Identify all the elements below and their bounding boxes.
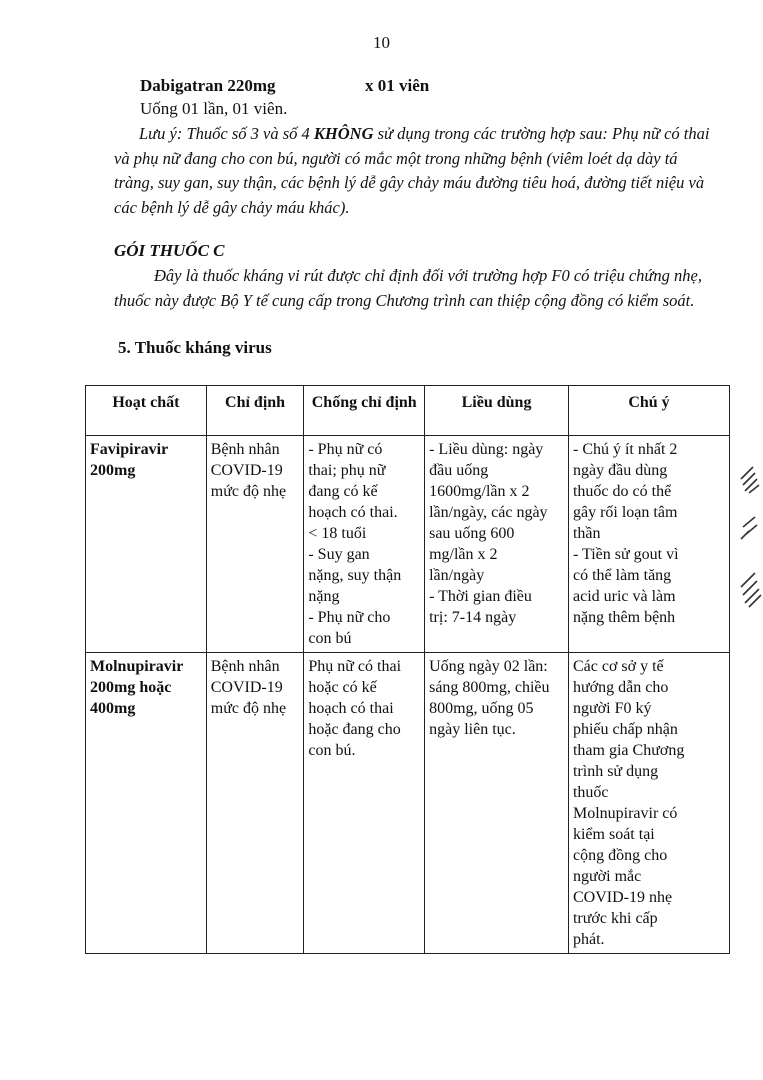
cell-line: COVID-19 [210, 679, 283, 696]
header-contraindication: Chống chỉ định [304, 386, 425, 436]
cell-line: 1600mg/lần x 2 [429, 483, 530, 500]
antiviral-table [85, 385, 730, 954]
cell-indication [206, 653, 304, 954]
header-indication: Chỉ định [206, 386, 304, 436]
cell-line: < 18 tuổi [308, 525, 367, 542]
cell-line: Phụ nữ có thai [308, 658, 402, 675]
cell-line: cộng đồng cho [572, 847, 668, 864]
cell-line: 800mg, uống 05 [429, 700, 534, 717]
cell-line: hoặc đang cho [308, 721, 401, 738]
cell-active-ingredient [86, 436, 207, 653]
cell-line: COVID-19 [210, 462, 283, 479]
cell-line: Bệnh nhân [210, 441, 280, 458]
table-header-row [86, 386, 730, 436]
cell-line: con bú. [308, 742, 356, 759]
cell-line: Molnupiravir [90, 658, 184, 675]
cell-line: kiểm soát tại [572, 826, 655, 843]
cell-line: 200mg [90, 462, 136, 479]
note-emphasis: KHÔNG [313, 124, 374, 143]
warning-note [114, 122, 714, 220]
cell-dosage [425, 653, 569, 954]
cell-line: - Thời gian điều [429, 588, 532, 605]
cell-line: lần/ngày [429, 567, 485, 584]
cell-note [568, 653, 729, 954]
cell-line: thuốc do có thể [572, 483, 672, 500]
drug-name: Dabigatran 220mg [140, 76, 276, 95]
cell-line: Bệnh nhân [210, 658, 280, 675]
drug-line [140, 76, 430, 96]
note-prefix: Lưu ý: Thuốc số 3 và số 4 [139, 124, 314, 143]
cell-line: gây rối loạn tâm [572, 504, 678, 521]
cell-line: sau uống 600 [429, 525, 515, 542]
cell-line: lần/ngày, các ngày [429, 504, 548, 521]
table-row [86, 436, 730, 653]
cell-line: nặng, suy thận [308, 567, 402, 584]
cell-line: Molnupiravir có [572, 805, 678, 822]
cell-line: phát. [572, 931, 605, 948]
cell-line: tham gia Chương [572, 742, 685, 759]
cell-line: mức độ nhẹ [210, 483, 287, 500]
cell-line: ngày liên tục. [429, 721, 516, 738]
header-active-ingredient: Hoạt chất [86, 386, 207, 436]
cell-line: sáng 800mg, chiều [429, 679, 550, 696]
header-note: Chú ý [568, 386, 729, 436]
cell-line: đang có kế [308, 483, 378, 500]
cell-line: - Tiền sử gout vì [572, 546, 679, 563]
cell-line: mg/lần x 2 [429, 546, 498, 563]
cell-line: thuốc [572, 784, 609, 801]
cell-line: hoặc có kế [308, 679, 377, 696]
dose-instruction: Uống 01 lần, 01 viên. [140, 99, 288, 118]
cell-line: 200mg hoặc [90, 679, 172, 696]
cell-line: nặng thêm bệnh [572, 609, 676, 626]
cell-line: - Suy gan [308, 546, 370, 563]
cell-line: acid uric và làm [572, 588, 676, 605]
cell-line: hoạch có thai. [308, 504, 398, 521]
section-title: 5. Thuốc kháng virus [118, 338, 272, 357]
cell-line: con bú [308, 630, 352, 647]
cell-line: Uống ngày 02 lần: [429, 658, 548, 675]
cell-contraindication [304, 653, 425, 954]
cell-line: mức độ nhẹ [210, 700, 287, 717]
cell-line: người F0 ký [572, 700, 652, 717]
cell-active-ingredient [86, 653, 207, 954]
cell-line: trị: 7-14 ngày [429, 609, 517, 626]
cell-line: trình sử dụng [572, 763, 659, 780]
cell-line: đầu uống [429, 462, 489, 479]
cell-contraindication [304, 436, 425, 653]
cell-line: - Phụ nữ có [308, 441, 383, 458]
cell-line: người mắc [572, 868, 642, 885]
cell-line: thần [572, 525, 601, 542]
cell-line: COVID-19 nhẹ [572, 889, 673, 906]
page-number: 10 [373, 33, 390, 52]
drug-quantity: x 01 viên [365, 76, 430, 95]
cell-line: - Chú ý ít nhất 2 [572, 441, 678, 458]
cell-line: Favipiravir [90, 441, 169, 458]
header-dosage: Liều dùng [425, 386, 569, 436]
cell-line: - Phụ nữ cho [308, 609, 391, 626]
table-row [86, 653, 730, 954]
cell-line: có thể làm tăng [572, 567, 672, 584]
cell-line: 400mg [90, 700, 136, 717]
cell-line: nặng [308, 588, 340, 605]
cell-note [568, 436, 729, 653]
cell-line: phiếu chấp nhận [572, 721, 678, 738]
cell-line: thai; phụ nữ [308, 462, 386, 479]
cell-line: trước khi cấp [572, 910, 658, 927]
cell-line: hướng dẫn cho [572, 679, 669, 696]
stamp-mark [735, 465, 763, 610]
cell-line: Các cơ sở y tế [572, 658, 664, 675]
package-c-title: GÓI THUỐC C [114, 241, 225, 260]
cell-line: ngày đầu dùng [572, 462, 668, 479]
cell-indication [206, 436, 304, 653]
cell-dosage [425, 436, 569, 653]
cell-line: - Liều dùng: ngày [429, 441, 544, 458]
package-c-description: Đây là thuốc kháng vi rút được chỉ định đối với trường hợp F0 có triệu chứng nhẹ, thuốc này được Bộ Y tế cung cấp trong Chương trình can thiệp cộng đồng có kiểm soát. [114, 266, 702, 310]
note-rest: sử dụng trong các trường hợp sau: Phụ nữ có thai và phụ nữ đang cho con bú, người có mắc một trong những bệnh (viêm loét dạ dày tá tràng, suy gan, suy thận, các bệnh lý dễ gây chảy máu đường tiêu hoá, đường tiết niệu và các bệnh lý dễ gây chảy máu khác). [114, 124, 710, 217]
cell-line: hoạch có thai [308, 700, 394, 717]
